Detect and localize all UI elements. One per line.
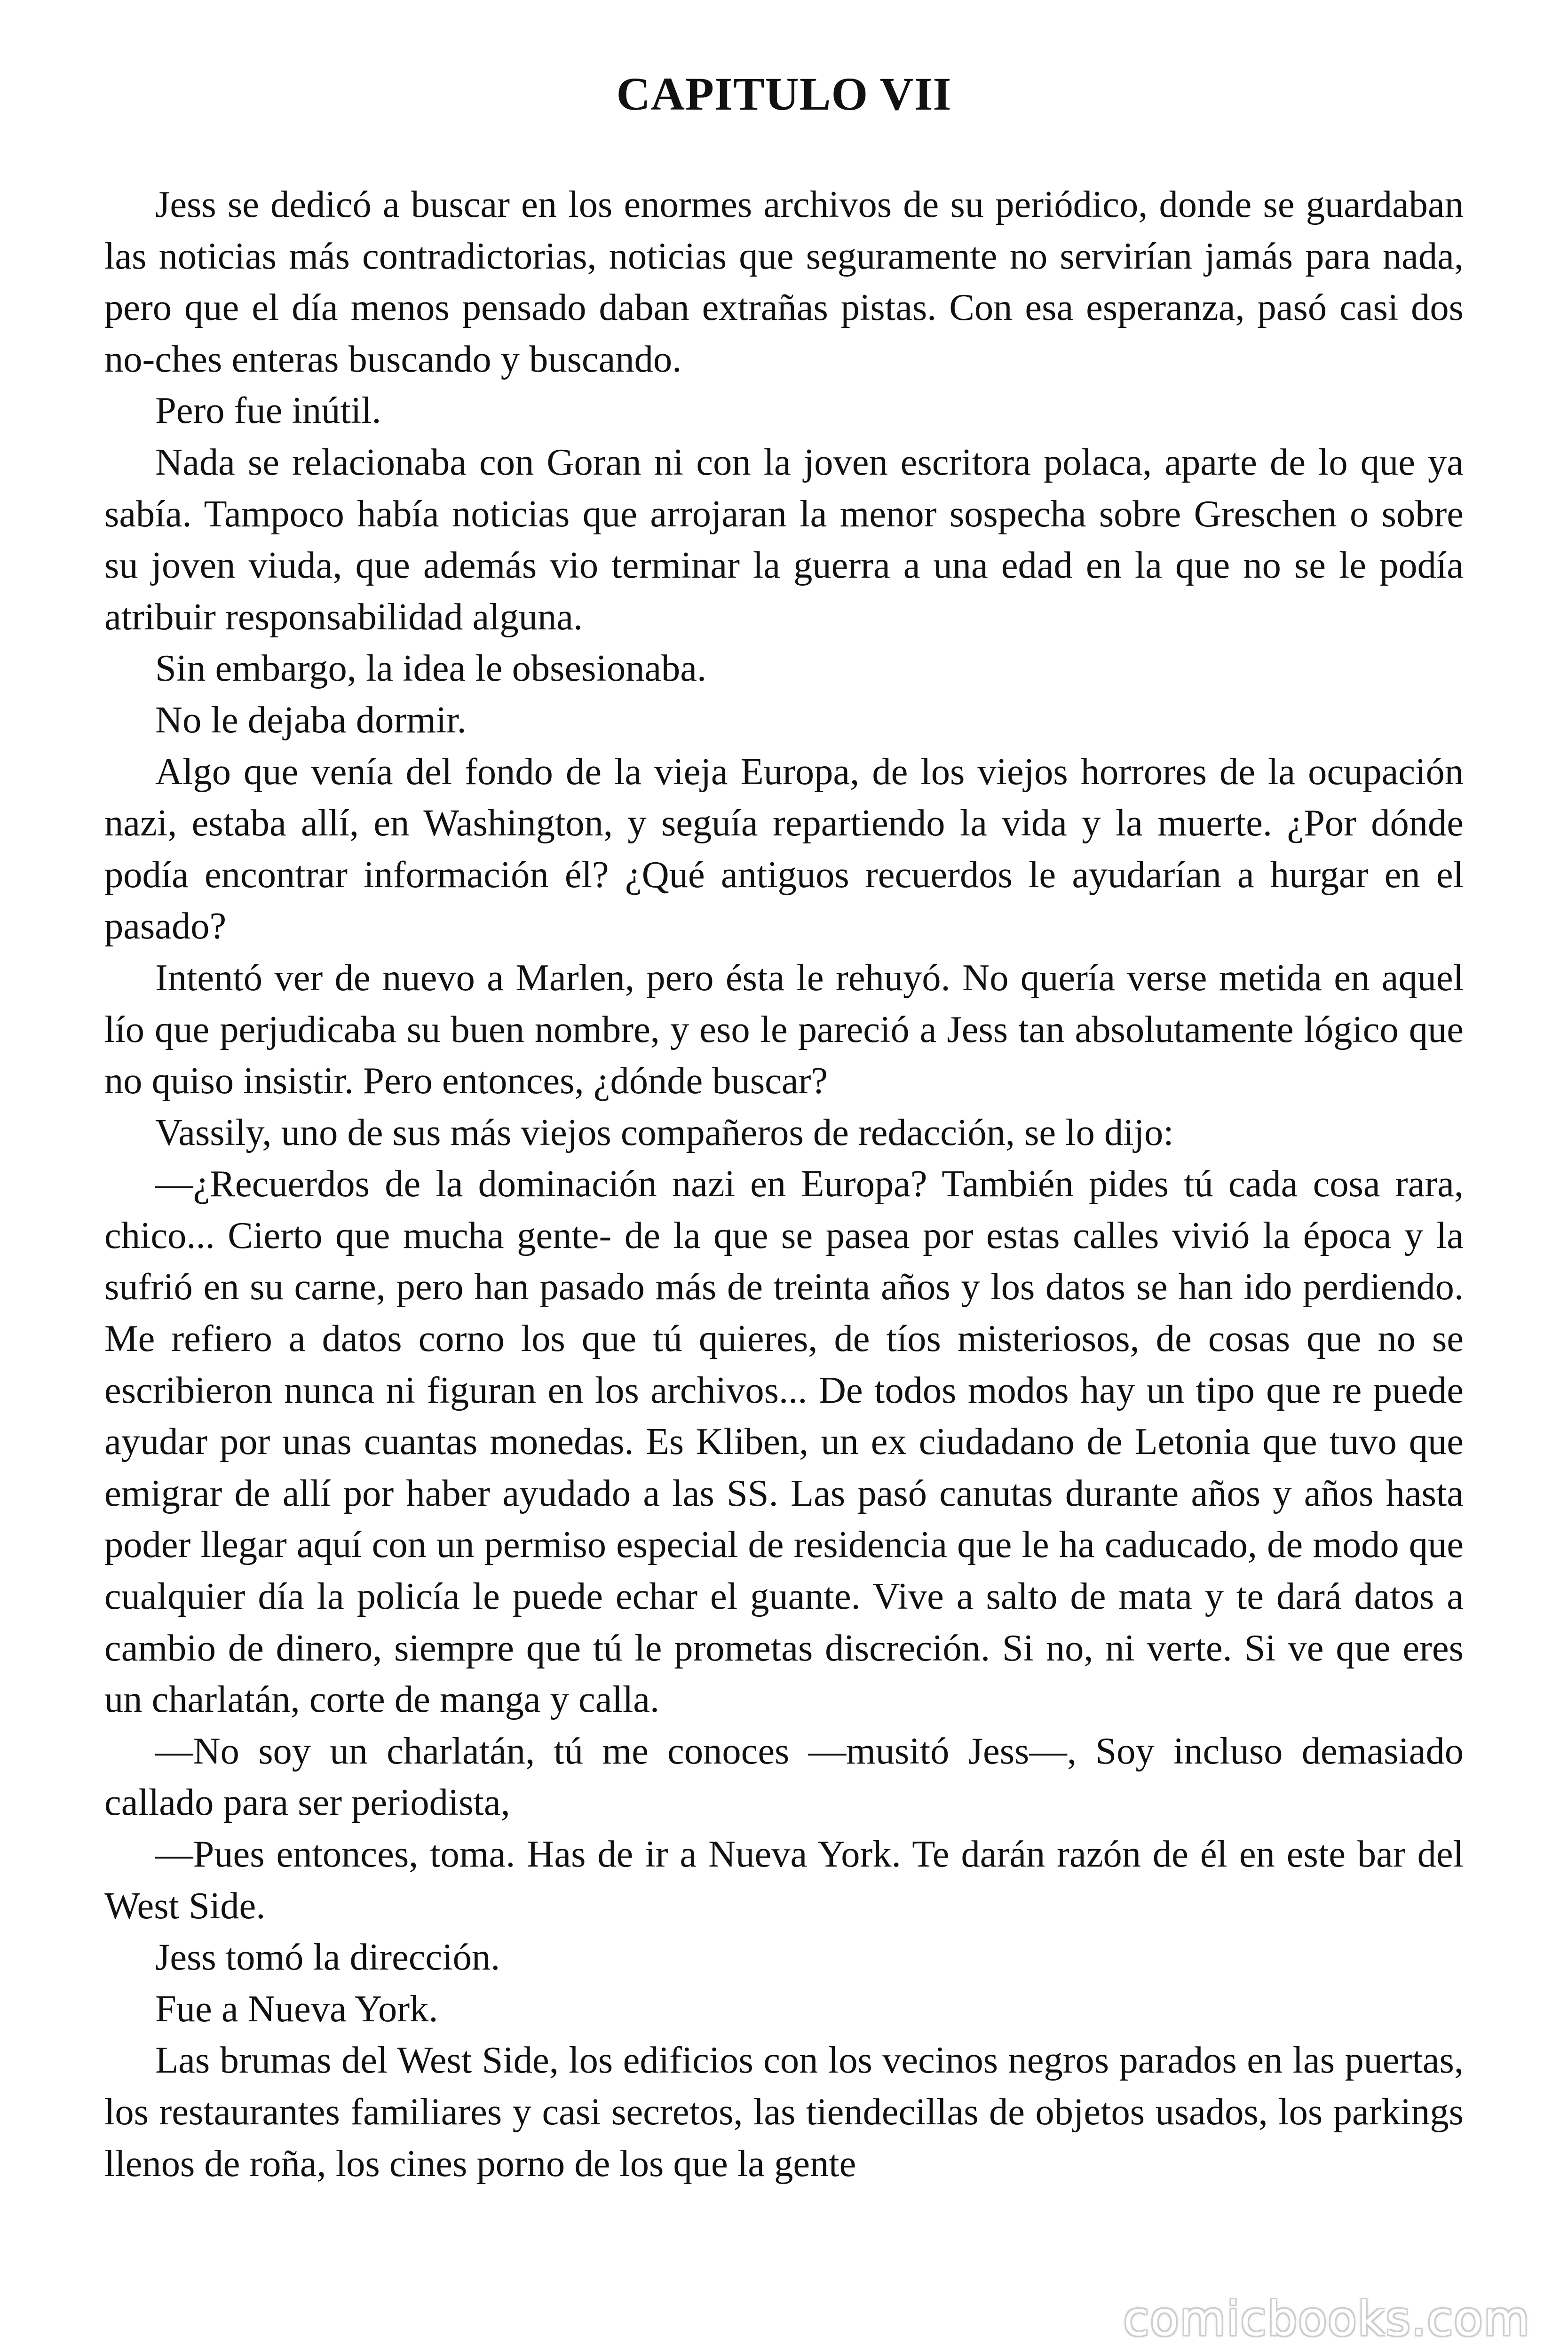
paragraph: —Pues entonces, toma. Has de ir a Nueva York. Te darán razón de él en este bar del West Side. — [104, 1833, 1464, 1927]
chapter-title: CAPITULO VII — [616, 68, 952, 120]
paragraph: Algo que venía del fondo de la vieja Europa, de los viejos horrores de la ocupación nazi, estaba allí, en Washington, y seguía repartiendo la vida y la muerte. ¿Por dónde podía encontrar información él? ¿Qué antiguos recuerdos le ayudarían a hurgar en el pasado? — [104, 750, 1464, 947]
watermark: comicbooks.com — [1123, 2291, 1530, 2346]
paragraph: Fue a Nueva York. — [155, 1987, 438, 2030]
paragraph: Nada se relacionaba con Goran ni con la joven escritora polaca, aparte de lo que ya sabía. Tampoco había noticias que arrojaran la menor sospecha sobre Greschen o sobre su joven viuda, que además vio terminar la guerra a una edad en la que no se le podía atribuir responsabilidad alguna. — [104, 441, 1464, 638]
paragraph: Pero fue inútil. — [155, 389, 381, 432]
body-text — [104, 179, 1464, 2189]
paragraph: No le dejaba dormir. — [155, 699, 467, 741]
paragraph: Jess se dedicó a buscar en los enormes archivos de su periódico, donde se guardaban las noticias más contradictorias, noticias que seguramente no servirían jamás para nada, pero que el día menos pensado daban extrañas pistas. Con esa esperanza, pasó casi dos no-ches enteras buscando y buscando. — [104, 183, 1464, 380]
paragraph: Vassily, uno de sus más viejos compañeros de redacción, se lo dijo: — [155, 1111, 1174, 1153]
paragraph: Sin embargo, la idea le obsesionaba. — [155, 647, 707, 690]
paragraph: —No soy un charlatán, tú me conoces —musitó Jess—, Soy incluso demasiado callado para ser periodista, — [104, 1730, 1464, 1824]
paragraph: Jess tomó la dirección. — [155, 1936, 500, 1979]
paragraph: Las brumas del West Side, los edificios con los vecinos negros parados en las puertas, los restaurantes familiares y casi secretos, las tiendecillas de objetos usados, los parkings llenos de roña, los cines porno de los que la gente — [104, 2039, 1464, 2185]
paragraph: —¿Recuerdos de la dominación nazi en Europa? También pides tú cada cosa rara, chico... Cierto que mucha gente- de la que se pasea por estas calles vivió la época y la sufrió en su carne, pero han pasado más de treinta años y los datos se han ido perdiendo. Me refiero a datos corno los que tú quieres, de tíos misteriosos, de cosas que no se escribieron nunca ni figuran en los archivos... De todos modos hay un tipo que re puede ayudar por unas cuantas monedas. Es Kliben, un ex ciudadano de Letonia que tuvo que emigrar de allí por haber ayudado a las SS. Las pasó canutas durante años y años hasta poder llegar aquí con un permiso especial de residencia que le ha caducado, de modo que cualquier día la policía le puede echar el guante. Vive a salto de mata y te dará datos a cambio de dinero, siempre que tú le prometas discreción. Si no, ni verte. Si ve que eres un charlatán, corte de manga y calla. — [104, 1163, 1464, 1721]
paragraph: Intentó ver de nuevo a Marlen, pero ésta le rehuyó. No quería verse metida en aquel lío que perjudicaba su buen nombre, y eso le pareció a Jess tan absolutamente lógico que no quiso insistir. Pero entonces, ¿dónde buscar? — [104, 956, 1464, 1102]
